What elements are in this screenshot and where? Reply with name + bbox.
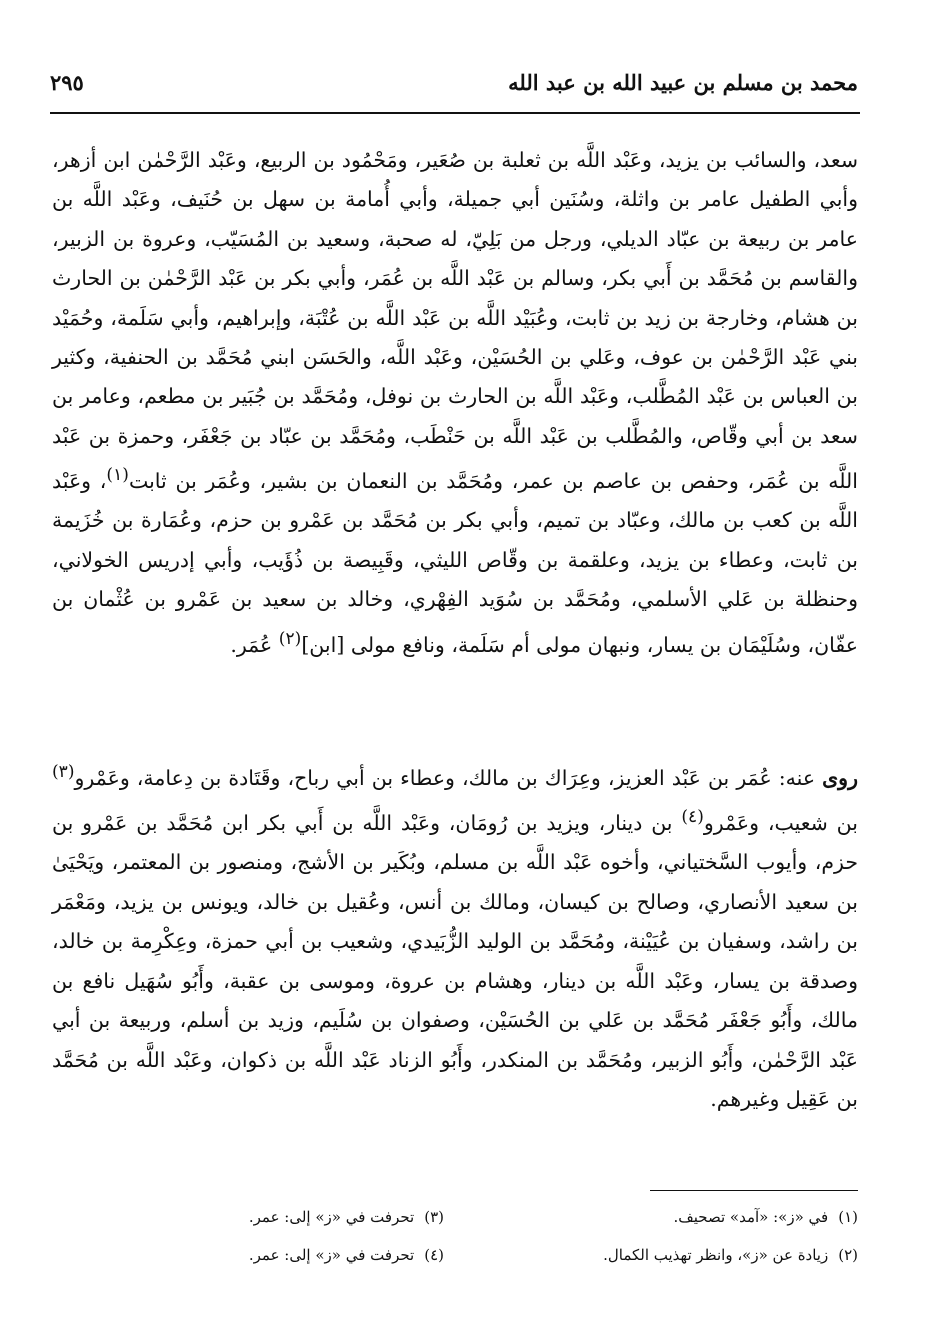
paragraph-text-a: عنه: عُمَر بن عَبْد العزيز، وعِرَاك بن مالك، وعطاء بن أبي رباح، وقَتَادة بن دِعامة، وعَمْرو — [74, 765, 823, 790]
narrated-by-paragraph — [52, 753, 858, 1119]
paragraph-text-b: بن شعيب، وعَمْرو — [703, 811, 858, 836]
footnote-2 — [603, 1245, 858, 1265]
footnote-ref-3: (٣) — [52, 762, 75, 782]
paragraph-text-c: بن دينار، ويزيد بن رُومَان، وعَبْد اللَّه بن أَبي بكر ابن مُحَمَّد بن عَمْرو بن حزم، وأيوب السَّختياني، وأخوه عَبْد اللَّه بن مسلم، وبُكَير بن الأشج، ومنصور بن المعتمر، ويَحْيَىٰ بن سعيد الأنصاري، وصالح بن كيسان، ومالك بن أنس، وعُقيل بن خالد، ويونس بن يزيد، ومَعْمَر بن راشد، وسفيان بن عُيَيْنة، ومُحَمَّد بن الوليد الزُّبَيدي، وشعيب بن أبي حمزة، وعِكْرِمة بن خالد، وصدقة بن يسار، وعَبْد اللَّه بن دينار، وهشام بن عروة، وموسى بن عقبة، وأَبُو سُهَيل نافع بن مالك، وأَبُو جَعْفَر مُحَمَّد بن عَلي بن الحُسَيْن، وصفوان بن سُلَيم، وزيد بن أسلم، وربيعة بن أبي عَبْد الرَّحْمٰن، وأَبُو الزبير، ومُحَمَّد بن المنكدر، وأَبُو الزناد عَبْد اللَّه بن ذكوان، وعَبْد اللَّه بن مُحَمَّد بن عَقِيل وغيرهم. — [52, 811, 858, 1111]
footnote-ref-4: (٤) — [681, 807, 704, 828]
header-rule — [50, 112, 860, 114]
page-header — [50, 64, 858, 106]
footnote-ref-2: (٢) — [278, 628, 302, 649]
footnote-4 — [249, 1245, 444, 1265]
running-title: محمد بن مسلم بن عبيد الله بن عبد الله — [508, 70, 858, 95]
footnote-text: في «ز»: «آمد» تصحيف. — [673, 1208, 829, 1226]
footnote-ref-1: (١) — [106, 465, 129, 486]
footnote-1 — [673, 1207, 858, 1227]
footnote-3 — [249, 1207, 444, 1227]
footnote-number: (٤) — [424, 1246, 444, 1264]
footnote-number: (١) — [838, 1208, 858, 1226]
footnote-number: (٢) — [838, 1246, 858, 1264]
paragraph-text-cont: ، وعَبْد اللَّه بن كعب بن مالك، وعبّاد بن تميم، وأبي بكر بن مُحَمَّد بن عَمْرو بن حزم، وعُمَارة بن خُزَيمة بن ثابت، وعطاء بن يزيد، وعلقمة بن وقّاص الليثي، وقَبِيصة بن ذُؤَيب، وأبي إدريس الخولاني، وحنظلة بن عَلي الأسلمي، ومُحَمَّد بن سُوَيد الفِهْري، وخالد بن سعيد بن عَمْرو بن عُثْمان بن عفّان، وسُلَيْمَان بن يسار، ونبهان مولى أم سَلَمة، ونافع مولى [ابن] — [52, 469, 858, 657]
footnote-number: (٣) — [424, 1208, 444, 1226]
rawa-lead-word: روى — [822, 765, 858, 790]
footnote-text: زيادة عن «ز»، وانظر تهذيب الكمال. — [603, 1246, 829, 1264]
narrators-from-paragraph — [52, 141, 858, 665]
footnote-text: تحرفت في «ز» إلى: عمر. — [248, 1246, 415, 1264]
paragraph-text: سعد، والسائب بن يزيد، وعَبْد اللَّه بن ثعلبة بن صُعَير، ومَحْمُود بن الربيع، وعَبْد الرَّحْمٰن ابن أزهر، وأبي الطفيل عامر بن واثلة، وسُنَين أبي جميلة، وأبي أُمامة بن سهل بن حُنَيف، وعَبْد اللَّه بن عامر بن ربيعة بن عبّاد الديلي، ورجل من بَلِيّ، له صحبة، وسعيد بن المُسَيّب، وعروة بن الزبير، والقاسم بن مُحَمَّد بن أَبي بكر، وسالم بن عَبْد اللَّه بن عُمَر، وأبي بكر بن عَبْد الرَّحْمٰن بن الحارث بن هشام، وخارجة بن زيد بن ثابت، وعُبَيْد اللَّه بن عَبْد اللَّه بن عُتْبَة، وإبراهيم، وأبي سَلَمة، وحُمَيْد بني عَبْد الرَّحْمٰن بن عوف، وعَلي بن الحُسَيْن، وعَبْد اللَّه، والحَسَن ابني مُحَمَّد بن الحنفية، وكثير بن العباس بن عَبْد المُطَّلب، وعَبْد اللَّه بن الحارث بن نوفل، ومُحَمَّد بن جُبَير بن مطعم، وعامر بن سعد بن أبي وقّاص، والمُطَّلب بن عَبْد اللَّه بن حَنْطَب، ومُحَمَّد بن عبّاد بن جَعْفَر، وحمزة بن عَبْد اللَّه بن عُمَر، وحفص بن عاصم بن عمر، ومُحَمَّد بن النعمان بن بشير، وعُمَر بن ثابت — [52, 148, 858, 494]
footnote-text: تحرفت في «ز» إلى: عمر. — [248, 1208, 415, 1226]
page-number: ٢٩٥ — [50, 70, 84, 95]
paragraph-text-end: عُمَر. — [230, 632, 279, 657]
footnote-separator — [650, 1190, 858, 1191]
